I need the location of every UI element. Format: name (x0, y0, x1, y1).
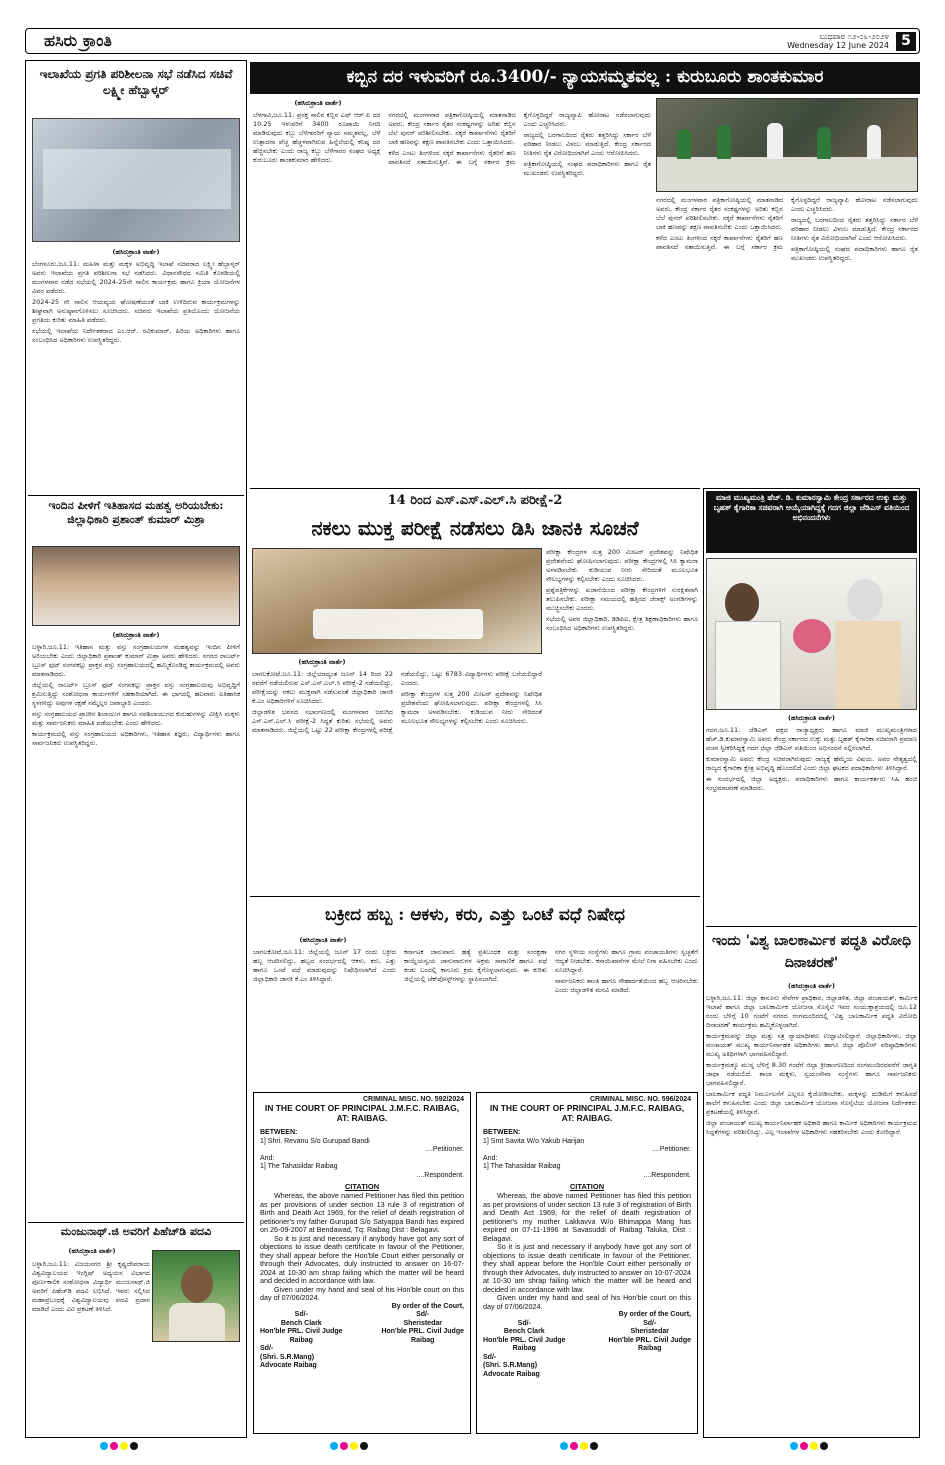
registration-marks-center-left (330, 1442, 390, 1450)
petitioner-role: ....Petitioner. (652, 1146, 691, 1153)
registration-dot (800, 1442, 808, 1450)
citation-label: CITATION (569, 1182, 605, 1191)
registration-dot (130, 1442, 138, 1450)
paragraph: ಕುಮಾರಸ್ವಾಮಿ ಅವರು ಕೇಂದ್ರ ಸಚಿವರಾಗಿರುವುದು ರಾಜ್ಯಕ್ಕೆ ಹೆಮ್ಮೆಯ ವಿಷಯ. ಅವರ ನೇತೃತ್ವದಲ್ಲಿ ರಾಜ್ಯದ ಕೈಗಾರಿಕಾ ಕ್ಷೇತ್ರ ಅಭಿವೃದ್ಧಿ ಹೊಂದಲಿದೆ ಎಂದು ಜಿಲ್ಲಾ ಘಟಕದ ಪದಾಧಿಕಾರಿಗಳು ತಿಳಿಸಿದ್ದಾರೆ. (706, 755, 917, 772)
advocate-signature (483, 1354, 573, 1380)
case-number: CRIMINAL MISC. NO. 592/2024 (362, 1096, 464, 1103)
paragraph: ಪತ್ರಿಕಾಗೋಷ್ಠಿಯಲ್ಲಿ ಸಂಘದ ಪದಾಧಿಕಾರಿಗಳು ಹಾಗೂ ರೈತ ಮುಖಂಡರು ಉಪಸ್ಥಿತರಿದ್ದರು. (523, 160, 651, 177)
lead-banner-headline: ಕಬ್ಬಿನ ದರ ಇಳುವರಿಗೆ ರೂ.3400/- ನ್ಯಾಯಸಮ್ಮತವಲ್ಲ : ಕುರುಬೂರು ಶಾಂತಕುಮಾರ (250, 62, 920, 94)
registration-marks-left (100, 1442, 160, 1450)
right-story2-byline: (ಹಸಿರುಕ್ರಾಂತಿ ವಾರ್ತೆ) (787, 982, 836, 990)
sheristedar-signature (608, 1320, 691, 1354)
paragraph: ರಾಜ್ಯದಲ್ಲಿ ಬರಗಾಲದಿಂದ ರೈತರು ತತ್ತರಿಸಿದ್ದು ಸರ್ಕಾರ ಬೆಳೆ ಪರಿಹಾರ ನೀಡಲು ವಿಳಂಬ ಮಾಡುತ್ತಿದೆ. ಕೇಂದ್ರ ಸರ್ಕಾರದ ನೀತಿಗಳು ರೈತ ವಿರೋಧಿಯಾಗಿವೆ ಎಂದು ಆರೋಪಿಸಿದರು. (523, 131, 651, 157)
divider (28, 1222, 244, 1223)
right-story2-headline: ಇಂದು 'ವಿಶ್ವ ಬಾಲಕಾರ್ಮಿಕ ಪದ್ಧತಿ ವಿರೋಧಿ ದಿನಾಚರಣೆ' (711, 933, 912, 971)
paragraph: ಕಾರ್ಯಕ್ರಮಕ್ಕೂ ಮುನ್ನ ಬೆಳಿಗ್ಗೆ 8.30 ಗಂಟೆಗೆ ಜಿಲ್ಲಾ ಕ್ರೀಡಾಂಗಣದಿಂದ ರಂಗಮಂದಿರದವರೆಗೆ ಜಾಗೃತಿ ಜಾಥಾ ನಡೆಯಲಿದೆ. ಶಾಲಾ ಮಕ್ಕಳು, ಸ್ವಯಂಸೇವಾ ಸಂಸ್ಥೆಗಳು ಹಾಗೂ ಸಾರ್ವಜನಿಕರು ಭಾಗವಹಿಸಲಿದ್ದಾರೆ. (706, 1061, 917, 1087)
registration-dot (340, 1442, 348, 1450)
respondent-role: ....Respondent. (416, 1171, 464, 1179)
notice-body: Whereas, the above named Petitioner has filed this petition as per provisions of under section 13 rule 3 of registration of Birth and Death Act 1969, for the relief of death registration of petitioner's my mother Lakkavva W/o Bhimappa Mang has expired on 07-11-1996 at Savasuddi of Raibag Taluka, Dist : Belagavi. (483, 1191, 691, 1243)
advocate-title: Advocate Raibag (483, 1370, 540, 1378)
paragraph: ಗದಗ,ಜೂ.11: ಜೆಡಿಎಸ್ ಪಕ್ಷದ ರಾಜ್ಯಾಧ್ಯಕ್ಷರು ಹಾಗೂ ಮಾಜಿ ಮುಖ್ಯಮಂತ್ರಿಗಳಾದ ಹೆಚ್.ಡಿ.ಕುಮಾರಸ್ವಾಮಿ ಅವರು ಕೇಂದ್ರ ಸರ್ಕಾರದ ಉಕ್ಕು ಮತ್ತು ಬೃಹತ್ ಕೈಗಾರಿಕಾ ಸಚಿವರಾಗಿ ಪ್ರಮಾಣ ವಚನ ಸ್ವೀಕರಿಸಿದ್ದಕ್ಕೆ ಗದಗ ಜಿಲ್ಲಾ ಜೆಡಿಎಸ್ ವತಿಯಿಂದ ಅಭಿನಂದನೆ ಸಲ್ಲಿಸಲಾಗಿದೆ. (706, 726, 917, 752)
newspaper-name: ಹಸಿರು ಕ್ರಾಂತಿ (44, 31, 112, 50)
place: Raibag (411, 1336, 435, 1344)
citation-label: CITATION (344, 1182, 380, 1191)
registration-dot (580, 1442, 588, 1450)
paragraph: ಬಳ್ಳಾರಿ,ಜೂ.11: ಇತಿಹಾಸ ಮತ್ತು ವಸ್ತು ಸಂಗ್ರಹಾಲಯಗಳ ಮಹತ್ವವನ್ನು ಇಂದಿನ ಪೀಳಿಗೆ ಅರಿಯಬೇಕು ಎಂದು ಜಿಲ್ಲಾಧಿಕಾರಿ ಪ್ರಶಾಂತ್ ಕುಮಾರ್ ಮಿಶ್ರಾ ಅವರು ಹೇಳಿದರು. ನಗರದ ರಾಬರ್ಟ್ ಬ್ರೂಸ್ ಫುಟ್ ಸಂಗನಕಲ್ಲು ಪ್ರಾಕ್ತನ ವಸ್ತು ಸಂಗ್ರಹಾಲಯದಲ್ಲಿ ಹಮ್ಮಿಕೊಂಡಿದ್ದ ಕಾರ್ಯಕ್ರಮದಲ್ಲಿ ಅವರು ಮಾತನಾಡಿದರು. (32, 643, 240, 678)
notice-body: Whereas, the above named Petitioner has filed this petition as per provisions of under section 13 rule 3 of registration of Birth and Death Act 1969, for the relief of death registration of petitioner's my father Gurupad S/o Satyappa Bandi has expired on 26-09-2007 at Bendawad, Tq: Raibag Dist : Belagavi. (260, 1191, 464, 1234)
registration-dot (570, 1442, 578, 1450)
story1-headline: ಇಲಾಖೆಯ ಪ್ರಗತಿ ಪರಿಶೀಲನಾ ಸಭೆ ನಡೆಸಿದ ಸಚಿವೆ ಲಕ್ಷ್ಮೀ ಹೆಬ್ಬಾಳ್ಕರ್ (39, 67, 233, 97)
bakrid-byline: (ಹಸಿರುಕ್ರಾಂತಿ ವಾರ್ತೆ) (299, 936, 347, 944)
notice-body-2: So it is just and necessary if anybody have got any sort of objections to issue death certificate in favour of the Petitioner, they shall appear before the Hon'ble Court either personally or through their Advocates, duly instructed to answer on 10-07-2024 at 10-30 am shrap failing which the matter will be heard and decided in accordance with law. (483, 1242, 691, 1294)
registration-dot (820, 1442, 828, 1450)
sheristedar-signature (381, 1311, 464, 1345)
exam-byline: (ಹಸಿರುಕ್ರಾಂತಿ ವಾರ್ತೆ) (298, 658, 346, 666)
between-label: BETWEEN: (260, 1129, 298, 1136)
place: Raibag (289, 1336, 313, 1344)
paragraph: ಸಭೆಯಲ್ಲಿ ಇಲಾಖೆಯ ನಿರ್ದೇಶಕರಾದ ಎಂ.ಆರ್. ರವಿಕುಮಾರ್, ಹಿರಿಯ ಅಧಿಕಾರಿಗಳು ಹಾಗೂ ಸಂಬಂಧಿಸಿದ ಅಧಿಕಾರಿಗಳು ಉಪಸ್ಥಿತರಿದ್ದರು. (32, 327, 240, 344)
between-label: BETWEEN: (483, 1129, 521, 1136)
paragraph: ಬಾಲಕಾರ್ಮಿಕ ಪದ್ಧತಿ ನಿರ್ಮೂಲನೆಗೆ ಎಲ್ಲರೂ ಕೈಜೋಡಿಸಬೇಕು. ಮಕ್ಕಳನ್ನು ದುಡಿಮೆಗೆ ಕಳುಹಿಸದೆ ಶಾಲೆಗೆ ಕಳುಹಿಸಬೇಕು ಎಂದು ಜಿಲ್ಲಾ ಬಾಲಕಾರ್ಮಿಕ ಯೋಜನಾ ಸೊಸೈಟಿಯ ಯೋಜನಾ ನಿರ್ದೇಶಕರು ಪ್ರಕಟಣೆಯಲ್ಲಿ ತಿಳಿಸಿದ್ದಾರೆ. (706, 1090, 917, 1116)
right-story1-photo (706, 558, 917, 710)
paragraph: ಬಾಗಲಕೋಟೆ,ಜೂ.11: ಜಿಲ್ಲೆಯಾದ್ಯಂತ ಜೂನ್ 14 ರಿಂದ 22 ರವರೆಗೆ ನಡೆಯಲಿರುವ ಎಸ್.ಎಸ್.ಎಲ್.ಸಿ ಪರೀಕ್ಷೆ-2 ನಡೆಯಲಿದ್ದು, ಪರೀಕ್ಷೆಯನ್ನು ನಕಲು ಮುಕ್ತವಾಗಿ ನಡೆಸುವಂತೆ ಜಿಲ್ಲಾಧಿಕಾರಿ ಜಾನಕಿ ಕೆ.ಎಂ ಅಧಿಕಾರಿಗಳಿಗೆ ಸೂಚಿಸಿದರು. (252, 670, 393, 705)
registration-dot (110, 1442, 118, 1450)
advocate-name: (Shri. S.R.Mang) (483, 1362, 538, 1369)
registration-marks-right (790, 1442, 850, 1450)
paragraph: ಜಿಲ್ಲಾ ಪಂಚಾಯತ್ ಮುಖ್ಯ ಕಾರ್ಯನಿರ್ವಾಹಕ ಅಧಿಕಾರಿ ಹಾಗೂ ಕಾರ್ಮಿಕ ಅಧಿಕಾರಿಗಳು ಕಾರ್ಯಕ್ರಮದ ಸಿದ್ಧತೆಗಳನ್ನು ಪರಿಶೀಲಿಸಿದ್ದು, ಎಲ್ಲ ಇಲಾಖೆಗಳ ಅಧಿಕಾರಿಗಳು ಸಹಕರಿಸಬೇಕು ಎಂದು ಕೋರಿದ್ದಾರೆ. (706, 1119, 917, 1136)
story1-byline: (ಹಸಿರುಕ್ರಾಂತಿ ವಾರ್ತೆ) (112, 248, 160, 256)
petitioner-role: ....Petitioner. (425, 1146, 464, 1153)
paragraph: ಕಳೆದ ಎಂಟು ತಿಂಗಳಿಂದ ಸಕ್ಕರೆ ಕಾರ್ಖಾನೆಗಳು ರೈತರಿಗೆ ಹಣ ಪಾವತಿಸದೆ ಸತಾಯಿಸುತ್ತಿವೆ. ಈ ಬಗ್ಗೆ ಸರ್ಕಾರ ಕ್ರಮ ಕೈಗೊಳ್ಳದಿದ್ದರೆ ರಾಜ್ಯವ್ಯಾಪಿ ಹೋರಾಟ ನಡೆಸಲಾಗುವುದು ಎಂದು ಎಚ್ಚರಿಸಿದರು. (656, 196, 918, 251)
paragraph: ಪರೀಕ್ಷಾ ಕೇಂದ್ರಗಳ ಸುತ್ತ 200 ಮೀಟರ್ ಪ್ರದೇಶವನ್ನು ನಿಷೇಧಿತ ಪ್ರದೇಶವೆಂದು ಘೋಷಿಸಲಾಗುವುದು. ಪರೀಕ್ಷಾ ಕೇಂದ್ರಗಳಲ್ಲಿ ಸಿಸಿ ಕ್ಯಾಮರಾ ಅಳವಡಿಸಬೇಕು. ಕುಡಿಯುವ ನೀರು ಸೇರಿದಂತೆ ಮೂಲಭೂತ ಸೌಲಭ್ಯಗಳನ್ನು ಕಲ್ಪಿಸಬೇಕು ಎಂದು ಸೂಚಿಸಿದರು. (401, 690, 542, 725)
registration-dot (330, 1442, 338, 1450)
court-notice-2 (476, 1092, 698, 1434)
paragraph: ಬಳ್ಳಾರಿ,ಜೂ.11: ಜಿಲ್ಲಾ ಕಾನೂನು ಸೇವೆಗಳ ಪ್ರಾಧಿಕಾರ, ಜಿಲ್ಲಾಡಳಿತ, ಜಿಲ್ಲಾ ಪಂಚಾಯತ್, ಕಾರ್ಮಿಕ ಇಲಾಖೆ ಹಾಗೂ ಜಿಲ್ಲಾ ಬಾಲಕಾರ್ಮಿಕ ಯೋಜನಾ ಸೊಸೈಟಿ ಇವರ ಸಂಯುಕ್ತಾಶ್ರಯದಲ್ಲಿ ಜೂ.12 ರಂದು ಬೆಳಿಗ್ಗೆ 10 ಗಂಟೆಗೆ ನಗರದ ರಂಗಮಂದಿರದಲ್ಲಿ 'ವಿಶ್ವ ಬಾಲಕಾರ್ಮಿಕ ಪದ್ಧತಿ ವಿರೋಧಿ ದಿನಾಚರಣೆ' ಕಾರ್ಯಕ್ರಮ ಹಮ್ಮಿಕೊಳ್ಳಲಾಗಿದೆ. (706, 994, 917, 1029)
story1-photo (32, 118, 240, 242)
bakrid-body (253, 948, 698, 1088)
respondent-name: 1] The Tahasildar Raibag (483, 1163, 561, 1170)
divider (250, 896, 700, 897)
paragraph: ಈ ಸಂದರ್ಭದಲ್ಲಿ ಜಿಲ್ಲಾ ಅಧ್ಯಕ್ಷರು, ಪದಾಧಿಕಾರಿಗಳು ಹಾಗೂ ಕಾರ್ಯಕರ್ತರು ಸಿಹಿ ಹಂಚಿ ಸಂಭ್ರಮಾಚರಣೆ ಮಾಡಿದರು. (706, 775, 917, 792)
paragraph: ನಗರದಲ್ಲಿ ಮಂಗಳವಾರ ಪತ್ರಿಕಾಗೋಷ್ಠಿಯಲ್ಲಿ ಮಾತನಾಡಿದ ಅವರು, ಕೇಂದ್ರ ಸರ್ಕಾರ ರೈತರ ಸಂಕಷ್ಟಗಳನ್ನು ಅರಿತು ಕಬ್ಬಿನ ಬೆಲೆ ಪುನರ್ ಪರಿಶೀಲಿಸಬೇಕು. ಸಕ್ಕರೆ ಕಾರ್ಖಾನೆಗಳು ರೈತರಿಗೆ ಬಾಕಿ ಹಣವನ್ನು ತಕ್ಷಣ ಪಾವತಿಸಬೇಕು ಎಂದು ಒತ್ತಾಯಿಸಿದರು. (656, 196, 783, 231)
paragraph: ಜಿಲ್ಲಾಡಳಿತ ಭವನದ ಸಭಾಂಗಣದಲ್ಲಿ ಮಂಗಳವಾರ ಜರುಗಿದ ಎಸ್.ಎಸ್.ಎಲ್.ಸಿ ಪರೀಕ್ಷೆ-2 ಸಿದ್ಧತೆ ಕುರಿತು ಸಭೆಯಲ್ಲಿ ಅವರು ಮಾತನಾಡಿದರು. ಜಿಲ್ಲೆಯಲ್ಲಿ ಒಟ್ಟು 22 ಪರೀಕ್ಷಾ ಕೇಂದ್ರಗಳಲ್ಲಿ ಪರೀಕ್ಷೆ ನಡೆಯಲಿದ್ದು, ಒಟ್ಟು 6783 ವಿದ್ಯಾರ್ಥಿಗಳು ಪರೀಕ್ಷೆ ಬರೆಯಲಿದ್ದಾರೆ ಎಂದರು. (252, 670, 542, 734)
petitioner-name: 1] Shri. Revanu S/o Gurupad Bandi (260, 1137, 370, 1145)
divider (28, 495, 244, 496)
registration-dot (100, 1442, 108, 1450)
sd-mark: Sd/- (517, 1319, 531, 1327)
story3-headline: ಮಂಜುನಾಥ್.ಜಿ ಅವರಿಗೆ ಪಿಹೆಚ್‌ಡಿ ಪದವಿ (60, 1225, 212, 1238)
paragraph: ಕಳೆದ ಎಂಟು ತಿಂಗಳಿಂದ ಸಕ್ಕರೆ ಕಾರ್ಖಾನೆಗಳು ರೈತರಿಗೆ ಹಣ ಪಾವತಿಸದೆ ಸತಾಯಿಸುತ್ತಿವೆ. ಈ ಬಗ್ಗೆ ಸರ್ಕಾರ ಕ್ರಮ ಕೈಗೊಳ್ಳದಿದ್ದರೆ ರಾಜ್ಯವ್ಯಾಪಿ ಹೋರಾಟ ನಡೆಸಲಾಗುವುದು ಎಂದು ಎಚ್ಚರಿಸಿದರು. (388, 111, 651, 166)
registration-dot (120, 1442, 128, 1450)
notice-body-2: So it is just and necessary if anybody have got any sort of objections to issue death certificate in favour of the Petitioner, they shall appear before the Hon'ble Court either personally or through their Advocates, duly instructed to answer on 16-07-2024 at 10-30 am shrap failing which the matter will be heard and decided in accordance with law. (260, 1233, 464, 1285)
case-number: CRIMINAL MISC. NO. 596/2024 (589, 1096, 691, 1103)
lead-photo (656, 98, 918, 192)
paragraph: ಪ್ರಶ್ನೆಪತ್ರಿಕೆಗಳನ್ನು ಖಜಾನೆಯಿಂದ ಪರೀಕ್ಷಾ ಕೇಂದ್ರಗಳಿಗೆ ಸುರಕ್ಷಿತವಾಗಿ ತಲುಪಿಸಬೇಕು. ಪರೀಕ್ಷಾ ಸಮಯದಲ್ಲಿ ಹತ್ತಿರದ ಜೆರಾಕ್ಸ್ ಅಂಗಡಿಗಳನ್ನು ಮುಚ್ಚಿಸಬೇಕು ಎಂದರು. (546, 586, 698, 612)
page-number: 5 (896, 32, 916, 51)
story2-body (32, 643, 240, 1218)
exam-body-right (546, 548, 698, 892)
respondent-role: ....Respondent. (643, 1171, 691, 1179)
paragraph: ಬೆಳಗಾವಿ,ಜೂ.11: ಪ್ರಸಕ್ತ ಸಾಲಿನ ಕಬ್ಬಿನ ಎಫ್ ಆರ್ ಪಿ ದರ 10.25 ಇಳುವರಿಗೆ 3400 ರೂಪಾಯಿ ನಿಗದಿ ಮಾಡಿರುವುದು ಕಬ್ಬು ಬೆಳೆಗಾರರಿಗೆ ನ್ಯಾಯ ಸಮ್ಮತವಲ್ಲ, ಬೆಳೆ ಉತ್ಪಾದನಾ ವೆಚ್ಚ ಹೆಚ್ಚಳವಾಗಿರುವ ಹಿನ್ನೆಲೆಯಲ್ಲಿ ಕನಿಷ್ಠ ದರ ಹೆಚ್ಚಿಸಬೇಕು ಎಂದು ರಾಜ್ಯ ಕಬ್ಬು ಬೆಳೆಗಾರರ ಸಂಘದ ಅಧ್ಯಕ್ಷ ಕುರುಬೂರು ಶಾಂತಕುಮಾರ ಹೇಳಿದರು. (253, 111, 381, 164)
exam-body (252, 670, 542, 892)
paragraph: ರಾಜ್ಯದಲ್ಲಿ ಬರಗಾಲದಿಂದ ರೈತರು ತತ್ತರಿಸಿದ್ದು ಸರ್ಕಾರ ಬೆಳೆ ಪರಿಹಾರ ನೀಡಲು ವಿಳಂಬ ಮಾಡುತ್ತಿದೆ. ಕೇಂದ್ರ ಸರ್ಕಾರದ ನೀತಿಗಳು ರೈತ ವಿರೋಧಿಯಾಗಿವೆ ಎಂದು ಆರೋಪಿಸಿದರು. (791, 216, 918, 242)
paragraph: ನಗರ ಸ್ಥಳೀಯ ಸಂಸ್ಥೆಗಳು ಹಾಗೂ ಗ್ರಾಮ ಪಂಚಾಯತಿಗಳು ಸ್ವಚ್ಛತೆಗೆ ಆದ್ಯತೆ ನೀಡಬೇಕು. ಕಸಾಯಿಖಾನೆಗಳ ಮೇಲೆ ನಿಗಾ ವಹಿಸಬೇಕು ಎಂದು ಸೂಚಿಸಿದ್ದಾರೆ. (555, 948, 698, 974)
respondent-name: 1] The Tahasildar Raibag (260, 1163, 338, 1170)
issue-date-kannada: ಬುಧವಾರ ೧೨-೦೬-೨೦೨೪ (819, 32, 889, 41)
paragraph: ಬಾಗಲಕೋಟೆ,ಜೂ.11: ಜಿಲ್ಲೆಯಲ್ಲಿ ಜೂನ್ 17 ರಂದು ಬಕ್ರೀದ ಹಬ್ಬ ಆಚರಿಸಲಿದ್ದು, ಹಬ್ಬದ ಸಂದರ್ಭದಲ್ಲಿ ಆಕಳು, ಕರು, ಎತ್ತು ಹಾಗೂ ಒಂಟೆ ವಧೆ ಮಾಡುವುದನ್ನು ನಿಷೇಧಿಸಲಾಗಿದೆ ಎಂದು ಜಿಲ್ಲಾಧಿಕಾರಿ ಜಾನಕಿ ಕೆ.ಎಂ ತಿಳಿಸಿದ್ದಾರೆ. (253, 948, 396, 983)
notice-given: Given under my hand and seal of his Hon'ble court on this day of 07/06/2024. (260, 1284, 464, 1302)
place: Raibag (638, 1345, 662, 1352)
paragraph: 2024-25 ನೇ ಸಾಲಿನ ಆಯವ್ಯಯ ಘೋಷಣೆಯಂತೆ ಬಾಕಿ ಉಳಿದಿರುವ ಕಾರ್ಯಕ್ರಮಗಳನ್ನು ಶೀಘ್ರವಾಗಿ ಅನುಷ್ಠಾನಗೊಳಿಸಲು ಸೂಚಿಸಿದರು. ಸಚಿವರು ಇಲಾಖೆಯ ಪ್ರತಿಯೊಂದು ಯೋಜನೆಯ ಪ್ರಗತಿಯ ಕುರಿತು ಮಾಹಿತಿ ಪಡೆದರು. (32, 298, 240, 324)
court-title: Hon'ble PRL. Civil Judge (381, 1328, 464, 1335)
sd-mark: Sd/- (260, 1345, 274, 1352)
clerk-title: Bench Clark (503, 1328, 545, 1335)
paragraph: ಜಿಲ್ಲೆಯಲ್ಲಿ ರಾಬರ್ಟ್ ಬ್ರೂಸ್ ಫುಟ್ ಸಂಗನಕಲ್ಲು ಪ್ರಾಕ್ತನ ವಸ್ತು ಸಂಗ್ರಹಾಲಯವು ಅಭಿವೃದ್ಧಿಗೆ ಶ್ರಮಿಸುತ್ತಿದ್ದು ಸಂಶೋಧನಾ ಕಾರ್ಯಗಳಿಗೆ ಸಹಕಾರಿಯಾಗಿದೆ. ಈ ಭಾಗದಲ್ಲಿ ಹಲವಾರು ಐತಿಹಾಸಿಕ ಸ್ಥಳಗಳಿದ್ದು ಅವುಗಳ ರಕ್ಷಣೆ ನಮ್ಮೆಲ್ಲರ ಜವಾಬ್ದಾರಿ ಎಂದರು. (32, 681, 240, 707)
registration-dot (350, 1442, 358, 1450)
divider (706, 926, 917, 927)
by-order: By order of the Court, (391, 1302, 464, 1310)
by-order: By order of the Court, (618, 1311, 691, 1318)
paragraph: ಬೆಂಗಳೂರು,ಜೂ.11: ಮಹಿಳಾ ಮತ್ತು ಮಕ್ಕಳ ಅಭಿವೃದ್ಧಿ ಇಲಾಖೆ ಸಚಿವರಾದ ಲಕ್ಷ್ಮೀ ಹೆಬ್ಬಾಳ್ಕರ್ ಅವರು ಇಲಾಖೆಯ ಪ್ರಗತಿ ಪರಿಶೀಲನಾ ಸಭೆ ನಡೆಸಿದರು. ವಿಧಾನಸೌಧದ ಸಮಿತಿ ಕೊಠಡಿಯಲ್ಲಿ ಮಂಗಳವಾರ ನಡೆದ ಸಭೆಯಲ್ಲಿ 2024-25ನೇ ಸಾಲಿನ ಕಾರ್ಯಕ್ರಮ ಹಾಗೂ ಕ್ರಿಯಾ ಯೋಜನೆಗಳ ವಿವರ ಪಡೆದರು. (32, 260, 240, 295)
registration-dot (790, 1442, 798, 1450)
paragraph: ಸಭೆಯಲ್ಲಿ ಅಪರ ಜಿಲ್ಲಾಧಿಕಾರಿ, ಡಿಡಿಪಿಐ, ಕ್ಷೇತ್ರ ಶಿಕ್ಷಣಾಧಿಕಾರಿಗಳು ಹಾಗೂ ಸಂಬಂಧಿಸಿದ ಅಧಿಕಾರಿಗಳು ಉಪಸ್ಥಿತರಿದ್ದರು. (546, 615, 698, 632)
issue-date (787, 32, 889, 50)
exam-photo (252, 548, 542, 654)
petitioner-name: 1] Smt Savita W/o Yakub Harijan (483, 1137, 585, 1145)
sd-mark: Sd/- (416, 1311, 430, 1318)
registration-dot (360, 1442, 368, 1450)
sd-mark: Sd/- (483, 1353, 497, 1361)
bakrid-headline: ಬಕ್ರೀದ ಹಬ್ಬ : ಆಕಳು, ಕರು, ಎತ್ತು ಒಂಟೆ ವಧೆ ನಿಷೇಧ (325, 905, 625, 925)
and-label: And: (483, 1154, 498, 1162)
paragraph: ಬಳ್ಳಾರಿ,ಜೂ.11: ವಿಜಯನಗರ ಶ್ರೀ ಕೃಷ್ಣದೇವರಾಯ ವಿಶ್ವವಿದ್ಯಾಲಯದ ಇಂಗ್ಲಿಷ್ ಅಧ್ಯಯನ ವಿಭಾಗದ ಪೂರ್ಣಕಾಲಿಕ ಸಂಶೋಧನಾ ವಿದ್ಯಾರ್ಥಿ ಮಂಜುನಾಥ್.ಜಿ ಅವರಿಗೆ ಪಿಹೆಚ್‌ಡಿ ಪದವಿ ಲಭಿಸಿದೆ. ಇವರು ಸಲ್ಲಿಸಿದ ಮಹಾಪ್ರಬಂಧಕ್ಕೆ ವಿಶ್ವವಿದ್ಯಾಲಯವು ಪದವಿ ಪ್ರದಾನ ಮಾಡಿದೆ ಎಂದು ವಿವಿ ಪ್ರಕಟಣೆ ತಿಳಿಸಿದೆ. (32, 1260, 150, 1313)
paragraph: ನಗರದಲ್ಲಿ ಮಂಗಳವಾರ ಪತ್ರಿಕಾಗೋಷ್ಠಿಯಲ್ಲಿ ಮಾತನಾಡಿದ ಅವರು, ಕೇಂದ್ರ ಸರ್ಕಾರ ರೈತರ ಸಂಕಷ್ಟಗಳನ್ನು ಅರಿತು ಕಬ್ಬಿನ ಬೆಲೆ ಪುನರ್ ಪರಿಶೀಲಿಸಬೇಕು. ಸಕ್ಕರೆ ಕಾರ್ಖಾನೆಗಳು ರೈತರಿಗೆ ಬಾಕಿ ಹಣವನ್ನು ತಕ್ಷಣ ಪಾವತಿಸಬೇಕು ಎಂದು ಒತ್ತಾಯಿಸಿದರು. (388, 111, 516, 146)
court-name: IN THE COURT OF PRINCIPAL J.M.F.C. RAIBAG, AT: RAIBAG. (264, 1103, 460, 1123)
story2-byline: (ಹಸಿರುಕ್ರಾಂತಿ ವಾರ್ತೆ) (112, 631, 160, 639)
story1-body (32, 260, 240, 492)
advocate-name: (Shri. S.R.Mang) (260, 1353, 315, 1361)
lead-body-continued (656, 196, 918, 484)
sheristedar-title: Sheristedar (403, 1319, 442, 1327)
sd-mark: Sd/- (294, 1311, 308, 1318)
paragraph: ವಸ್ತು ಸಂಗ್ರಹಾಲಯದ ಪ್ರಾಚೀನ ಶಿಲಾಯುಗ ಹಾಗೂ ನವಶಿಲಾಯುಗದ ಕುರುಹುಗಳನ್ನು ವೀಕ್ಷಿಸಿ ಮಕ್ಕಳು ಮತ್ತು ಸಾರ್ವಜನಿಕರು ಮಾಹಿತಿ ಪಡೆಯಬೇಕು ಎಂದು ಹೇಳಿದರು. (32, 710, 240, 727)
notice-given: Given under my hand and seal of his Hon'ble court on this day of 07/06/2024. (483, 1293, 691, 1311)
bench-clerk-signature (260, 1311, 343, 1345)
sheristedar-title: Sheristedar (630, 1328, 669, 1335)
issue-date-english: Wednesday 12 June 2024 (787, 41, 889, 50)
paragraph: ಕರ್ನಾಟಕ ಜಾನುವಾರು ಹತ್ಯೆ ಪ್ರತಿಬಂಧಕ ಮತ್ತು ಸಂರಕ್ಷಣಾ ಕಾಯ್ದೆಯನ್ವಯ ಜಾನುವಾರುಗಳ ಅಕ್ರಮ ಸಾಗಾಣಿಕೆ ಹಾಗೂ ವಧೆ ಕಂಡು ಬಂದಲ್ಲಿ ಕಾನೂನು ಕ್ರಮ ಕೈಗೊಳ್ಳಲಾಗುವುದು. ಈ ಕುರಿತು ಜಿಲ್ಲೆಯಲ್ಲಿ ಚೆಕ್‌ಪೋಸ್ಟ್‌ಗಳನ್ನು ಸ್ಥಾಪಿಸಲಾಗಿದೆ. (404, 948, 547, 983)
clerk-title: Bench Clark (280, 1319, 322, 1327)
bench-clerk-signature (483, 1320, 566, 1354)
right-story1-byline: (ಹಸಿರುಕ್ರಾಂತಿ ವಾರ್ತೆ) (787, 714, 836, 722)
story3-byline: (ಹಸಿರುಕ್ರಾಂತಿ ವಾರ್ತೆ) (68, 1247, 116, 1255)
portrait-photo (152, 1250, 240, 1342)
right-story1-body (706, 726, 917, 924)
sd-mark: Sd/- (643, 1319, 657, 1327)
court-title: Hon'ble PRL. Civil Judge (260, 1328, 343, 1335)
paragraph: ಪರೀಕ್ಷಾ ಕೇಂದ್ರಗಳ ಸುತ್ತ 200 ಮೀಟರ್ ಪ್ರದೇಶವನ್ನು ನಿಷೇಧಿತ ಪ್ರದೇಶವೆಂದು ಘೋಷಿಸಲಾಗುವುದು. ಪರೀಕ್ಷಾ ಕೇಂದ್ರಗಳಲ್ಲಿ ಸಿಸಿ ಕ್ಯಾಮರಾ ಅಳವಡಿಸಬೇಕು. ಕುಡಿಯುವ ನೀರು ಸೇರಿದಂತೆ ಮೂಲಭೂತ ಸೌಲಭ್ಯಗಳನ್ನು ಕಲ್ಪಿಸಬೇಕು ಎಂದು ಸೂಚಿಸಿದರು. (546, 548, 698, 583)
registration-dot (560, 1442, 568, 1450)
story2-headline: ಇಂದಿನ ಪೀಳಿಗೆ ಇತಿಹಾಸದ ಮಹತ್ವ ಅರಿಯಬೇಕು: ಜಿಲ್ಲಾಧಿಕಾರಿ ಪ್ರಶಾಂತ್ ಕುಮಾರ್ ಮಿಶ್ರಾ (48, 499, 224, 526)
right-story1-headline: ಮಾಜಿ ಮುಖ್ಯಮಂತ್ರಿ ಹೆಚ್. ಡಿ. ಕುಮಾರಸ್ವಾಮಿ ಕೇಂದ್ರ ಸರ್ಕಾರದ ಉಕ್ಕು ಮತ್ತು ಬೃಹತ್ ಕೈಗಾರಿಕಾ ಸಚಿವರಾಗಿ ಆಯ್ಕೆಯಾಗಿದ್ದಕ್ಕೆ ಗದಗ ಜಿಲ್ಲಾ ಜೆಡಿಎಸ್ ವತಿಯಿಂದ ಅಭಿನಂದನೆಗಳು (706, 491, 917, 553)
court-notice-1 (253, 1092, 471, 1434)
exam-headline: ನಕಲು ಮುಕ್ತ ಪರೀಕ್ಷೆ ನಡೆಸಲು ಡಿಸಿ ಜಾನಕಿ ಸೂಚನೆ (311, 516, 639, 540)
story2-photo (32, 546, 240, 626)
right-story2-body (706, 994, 917, 1434)
paragraph: ಸಾರ್ವಜನಿಕರು ಶಾಂತಿ ಹಾಗೂ ಸೌಹಾರ್ದತೆಯಿಂದ ಹಬ್ಬ ಆಚರಿಸಬೇಕು ಎಂದು ಜಿಲ್ಲಾಡಳಿತ ಮನವಿ ಮಾಡಿದೆ. (555, 977, 698, 994)
paragraph: ಕಾರ್ಯಕ್ರಮದಲ್ಲಿ ವಸ್ತು ಸಂಗ್ರಹಾಲಯದ ಅಧಿಕಾರಿಗಳು, ಇತಿಹಾಸ ತಜ್ಞರು, ವಿದ್ಯಾರ್ಥಿಗಳು ಹಾಗೂ ಸಾರ್ವಜನಿಕರು ಉಪಸ್ಥಿತರಿದ್ದರು. (32, 730, 240, 747)
exam-kicker: 14 ರಿಂದ ಎಸ್.ಎಸ್.ಎಲ್.ಸಿ ಪರೀಕ್ಷೆ-2 (387, 493, 563, 508)
advocate-signature (260, 1345, 350, 1371)
masthead (25, 28, 920, 54)
registration-dot (810, 1442, 818, 1450)
court-name: IN THE COURT OF PRINCIPAL J.M.F.C. RAIBAG, AT: RAIBAG. (489, 1103, 685, 1123)
lead-byline: (ಹಸಿರುಕ್ರಾಂತಿ ವಾರ್ತೆ) (294, 99, 342, 107)
advocate-title: Advocate Raibag (260, 1362, 317, 1369)
registration-dot (590, 1442, 598, 1450)
lead-body (253, 111, 651, 484)
story3-body (32, 1260, 150, 1432)
divider (250, 488, 700, 489)
and-label: And: (260, 1154, 275, 1162)
court-title: Hon'ble PRL. Civil Judge (608, 1336, 691, 1344)
paragraph: ಪತ್ರಿಕಾಗೋಷ್ಠಿಯಲ್ಲಿ ಸಂಘದ ಪದಾಧಿಕಾರಿಗಳು ಹಾಗೂ ರೈತ ಮುಖಂಡರು ಉಪಸ್ಥಿತರಿದ್ದರು. (791, 245, 918, 262)
paragraph: ಕಾರ್ಯಕ್ರಮವನ್ನು ಜಿಲ್ಲಾ ಮತ್ತು ಸತ್ರ ನ್ಯಾಯಾಧೀಶರು ಉದ್ಘಾಟಿಸಲಿದ್ದಾರೆ. ಜಿಲ್ಲಾಧಿಕಾರಿಗಳು, ಜಿಲ್ಲಾ ಪಂಚಾಯತ್ ಮುಖ್ಯ ಕಾರ್ಯನಿರ್ವಾಹಕ ಅಧಿಕಾರಿಗಳು ಹಾಗೂ ಜಿಲ್ಲಾ ಪೊಲೀಸ್ ವರಿಷ್ಠಾಧಿಕಾರಿಗಳು ಮುಖ್ಯ ಅತಿಥಿಗಳಾಗಿ ಭಾಗವಹಿಸಲಿದ್ದಾರೆ. (706, 1032, 917, 1058)
court-title: Hon'ble PRL. Civil Judge (483, 1336, 566, 1344)
registration-marks-center-right (560, 1442, 620, 1450)
place: Raibag (512, 1345, 536, 1352)
